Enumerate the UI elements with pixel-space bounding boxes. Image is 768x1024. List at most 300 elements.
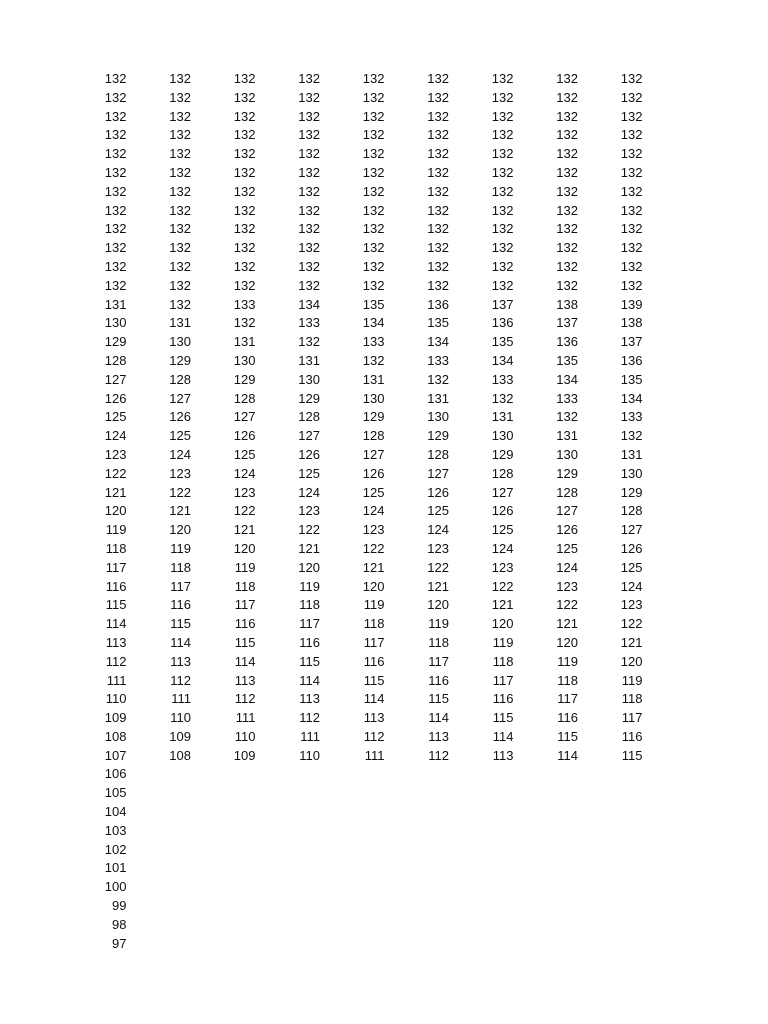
table-cell: 109 — [233, 747, 256, 763]
table-cell: 115 — [299, 653, 320, 669]
table-cell: 132 — [104, 127, 127, 143]
table-cell: 108 — [169, 747, 191, 763]
table-cell: 114 — [299, 672, 320, 688]
table-cell — [409, 859, 474, 878]
table-cell: 132 — [556, 221, 578, 237]
table-cell: 128 — [491, 465, 514, 481]
table-cell: 130 — [427, 409, 449, 425]
table-cell: 102 — [104, 841, 127, 857]
table-cell: 132 — [298, 334, 320, 350]
table-cell: 123 — [169, 465, 191, 481]
table-cell: 114 — [234, 653, 256, 669]
table-cell: 117 — [621, 710, 643, 726]
table-cell: 131 — [427, 390, 449, 406]
table-cell: 118 — [557, 672, 578, 688]
table-cell: 125 — [620, 559, 643, 575]
table-cell: 97 — [112, 935, 127, 951]
table-cell — [473, 822, 538, 841]
table-cell: 130 — [556, 446, 578, 462]
table-row — [86, 765, 667, 784]
table-cell: 132 — [233, 164, 256, 180]
table-cell: 122 — [362, 540, 385, 556]
table-cell: 132 — [427, 277, 449, 293]
table-row — [86, 390, 667, 409]
table-cell — [602, 841, 667, 860]
table-cell: 131 — [104, 296, 127, 312]
table-cell: 113 — [170, 653, 191, 669]
table-cell: 105 — [104, 785, 127, 801]
table-row — [86, 202, 667, 221]
table-cell: 127 — [556, 503, 578, 519]
table-cell: 132 — [620, 146, 643, 162]
table-cell: 123 — [620, 597, 643, 613]
table-cell: 132 — [620, 127, 643, 143]
table-cell — [538, 859, 603, 878]
table-cell: 125 — [233, 446, 256, 462]
table-cell: 125 — [169, 428, 191, 444]
table-cell — [151, 784, 216, 803]
table-cell: 111 — [300, 728, 320, 744]
table-row — [86, 183, 667, 202]
table-cell: 122 — [233, 503, 256, 519]
table-cell: 128 — [620, 503, 643, 519]
table-cell: 132 — [298, 71, 320, 86]
table-cell — [280, 897, 345, 916]
table-cell: 116 — [363, 653, 385, 669]
table-cell: 131 — [233, 334, 256, 350]
table-cell: 132 — [233, 89, 256, 105]
table-cell: 115 — [105, 597, 127, 613]
table-cell — [409, 897, 474, 916]
table-cell: 132 — [556, 409, 578, 425]
table-cell — [602, 878, 667, 897]
table-cell: 125 — [104, 409, 127, 425]
table-cell: 112 — [428, 747, 449, 763]
table-cell — [473, 765, 538, 784]
table-cell: 132 — [556, 127, 578, 143]
table-cell: 130 — [620, 465, 643, 481]
table-cell: 133 — [556, 390, 578, 406]
table-cell: 118 — [428, 634, 449, 650]
table-cell: 132 — [169, 108, 191, 124]
table-cell: 119 — [170, 540, 191, 556]
table-cell: 132 — [427, 146, 449, 162]
table-cell: 119 — [557, 653, 578, 669]
table-cell: 124 — [620, 578, 643, 594]
table-cell: 133 — [362, 334, 385, 350]
table-cell: 117 — [234, 597, 256, 613]
table-cell: 132 — [362, 89, 385, 105]
table-cell: 134 — [556, 371, 578, 387]
table-row — [86, 859, 667, 878]
table-cell: 132 — [427, 258, 449, 274]
table-cell — [409, 916, 474, 935]
table-cell: 116 — [621, 728, 643, 744]
number-table — [86, 70, 667, 953]
table-cell: 132 — [233, 183, 256, 199]
table-cell: 132 — [169, 296, 191, 312]
table-cell: 127 — [169, 390, 191, 406]
table-cell: 132 — [491, 277, 514, 293]
table-cell — [151, 859, 216, 878]
table-cell — [409, 841, 474, 860]
table-cell — [280, 765, 345, 784]
table-cell: 124 — [169, 446, 191, 462]
table-cell — [344, 916, 409, 935]
table-cell: 128 — [362, 428, 385, 444]
table-cell — [473, 897, 538, 916]
table-cell: 136 — [491, 315, 514, 331]
table-cell — [215, 935, 280, 954]
table-cell: 132 — [104, 240, 127, 256]
table-cell: 112 — [363, 728, 385, 744]
table-cell — [215, 897, 280, 916]
table-cell: 132 — [104, 164, 127, 180]
table-cell: 132 — [556, 202, 578, 218]
table-row — [86, 916, 667, 935]
table-cell: 119 — [105, 522, 127, 538]
table-cell: 119 — [492, 634, 514, 650]
table-cell — [473, 841, 538, 860]
table-cell: 120 — [427, 597, 449, 613]
table-cell: 119 — [428, 616, 449, 632]
table-cell — [151, 803, 216, 822]
table-cell: 132 — [556, 183, 578, 199]
table-cell — [215, 916, 280, 935]
table-cell: 110 — [234, 728, 256, 744]
table-cell: 131 — [362, 371, 385, 387]
table-cell: 132 — [556, 108, 578, 124]
table-cell: 121 — [169, 503, 191, 519]
table-cell: 135 — [362, 296, 385, 312]
table-row — [86, 89, 667, 108]
table-row — [86, 578, 667, 597]
table-cell: 132 — [427, 71, 449, 86]
table-cell — [215, 841, 280, 860]
table-cell: 132 — [620, 164, 643, 180]
table-cell — [538, 841, 603, 860]
table-row — [86, 164, 667, 183]
table-cell: 125 — [556, 540, 578, 556]
table-cell — [473, 784, 538, 803]
table-cell — [409, 935, 474, 954]
table-cell: 111 — [106, 672, 127, 688]
table-cell: 123 — [427, 540, 449, 556]
table-cell: 110 — [105, 691, 127, 707]
table-cell: 132 — [298, 164, 320, 180]
table-cell — [602, 784, 667, 803]
table-cell: 128 — [233, 390, 256, 406]
table-cell: 138 — [556, 296, 578, 312]
table-cell: 110 — [299, 747, 320, 763]
table-cell — [602, 897, 667, 916]
table-cell: 123 — [556, 578, 578, 594]
table-cell: 124 — [491, 540, 514, 556]
table-cell: 129 — [104, 334, 127, 350]
table-cell: 132 — [620, 240, 643, 256]
table-cell: 104 — [104, 804, 127, 820]
table-cell: 117 — [363, 634, 385, 650]
table-cell: 124 — [362, 503, 385, 519]
table-cell: 132 — [427, 240, 449, 256]
table-cell: 132 — [298, 89, 320, 105]
table-row — [86, 70, 667, 89]
table-cell — [151, 765, 216, 784]
table-cell: 107 — [104, 747, 127, 763]
table-cell — [602, 822, 667, 841]
table-cell — [538, 803, 603, 822]
table-row — [86, 371, 667, 390]
table-cell — [151, 878, 216, 897]
table-cell: 127 — [427, 465, 449, 481]
table-row — [86, 277, 667, 296]
table-cell: 132 — [362, 164, 385, 180]
table-body — [86, 70, 667, 953]
table-cell: 132 — [427, 202, 449, 218]
table-cell — [151, 916, 216, 935]
table-cell: 117 — [170, 578, 191, 594]
table-cell: 132 — [427, 164, 449, 180]
table-cell: 132 — [620, 202, 643, 218]
table-cell: 132 — [233, 258, 256, 274]
table-cell: 122 — [104, 465, 127, 481]
table-cell: 120 — [104, 503, 127, 519]
table-cell: 129 — [298, 390, 320, 406]
table-cell: 132 — [556, 71, 578, 86]
table-row — [86, 897, 667, 916]
table-cell: 138 — [620, 315, 643, 331]
table-row — [86, 258, 667, 277]
table-cell: 132 — [233, 240, 256, 256]
table-cell: 132 — [362, 127, 385, 143]
table-cell — [538, 916, 603, 935]
table-cell — [280, 822, 345, 841]
table-cell — [151, 841, 216, 860]
table-cell: 122 — [169, 484, 191, 500]
table-cell: 136 — [427, 296, 449, 312]
table-cell: 101 — [104, 860, 127, 876]
table-cell: 135 — [427, 315, 449, 331]
table-row — [86, 446, 667, 465]
table-cell: 132 — [169, 71, 191, 86]
table-cell: 127 — [233, 409, 256, 425]
table-cell: 127 — [298, 428, 320, 444]
table-cell: 126 — [427, 484, 449, 500]
table-cell: 127 — [620, 522, 643, 538]
table-cell: 129 — [556, 465, 578, 481]
table-cell: 133 — [233, 296, 256, 312]
table-cell: 137 — [491, 296, 514, 312]
table-row — [86, 314, 667, 333]
table-cell — [602, 765, 667, 784]
table-cell: 124 — [233, 465, 256, 481]
table-row — [86, 672, 667, 691]
table-cell: 132 — [362, 352, 385, 368]
table-cell: 117 — [428, 653, 449, 669]
table-cell: 132 — [491, 390, 514, 406]
table-row — [86, 559, 667, 578]
table-cell: 126 — [491, 503, 514, 519]
table-cell: 123 — [362, 522, 385, 538]
table-cell: 132 — [298, 221, 320, 237]
table-row — [86, 352, 667, 371]
table-cell: 115 — [428, 691, 449, 707]
table-cell: 121 — [298, 540, 320, 556]
table-cell — [409, 822, 474, 841]
table-cell — [151, 935, 216, 954]
table-row — [86, 296, 667, 315]
table-cell: 132 — [362, 108, 385, 124]
table-cell: 132 — [620, 108, 643, 124]
table-cell: 125 — [362, 484, 385, 500]
table-cell — [602, 935, 667, 954]
table-cell: 114 — [492, 728, 514, 744]
table-cell — [473, 935, 538, 954]
table-cell: 132 — [104, 277, 127, 293]
table-cell: 112 — [299, 710, 320, 726]
table-cell: 133 — [620, 409, 643, 425]
table-cell: 137 — [556, 315, 578, 331]
table-cell: 117 — [492, 672, 514, 688]
table-cell: 132 — [427, 183, 449, 199]
table-cell: 132 — [298, 277, 320, 293]
table-cell: 119 — [363, 597, 385, 613]
table-cell: 119 — [234, 559, 256, 575]
table-cell: 114 — [105, 616, 127, 632]
table-cell: 130 — [233, 352, 256, 368]
table-cell: 121 — [427, 578, 449, 594]
table-cell: 132 — [427, 221, 449, 237]
table-cell: 121 — [233, 522, 256, 538]
table-cell: 125 — [298, 465, 320, 481]
table-cell: 132 — [233, 108, 256, 124]
table-cell: 132 — [169, 89, 191, 105]
table-cell: 115 — [170, 616, 191, 632]
table-cell: 106 — [104, 766, 127, 782]
table-cell: 132 — [620, 221, 643, 237]
table-cell — [215, 859, 280, 878]
table-cell: 130 — [362, 390, 385, 406]
table-row — [86, 465, 667, 484]
table-cell: 137 — [620, 334, 643, 350]
table-row — [86, 521, 667, 540]
table-cell: 132 — [169, 221, 191, 237]
table-row — [86, 145, 667, 164]
table-cell: 99 — [112, 898, 127, 914]
table-cell: 118 — [492, 653, 514, 669]
table-cell: 136 — [556, 334, 578, 350]
table-cell: 115 — [234, 634, 256, 650]
table-cell: 114 — [428, 710, 449, 726]
table-cell: 132 — [556, 277, 578, 293]
table-cell: 132 — [233, 127, 256, 143]
table-cell: 126 — [233, 428, 256, 444]
table-cell: 108 — [104, 728, 127, 744]
table-cell: 130 — [169, 334, 191, 350]
table-cell: 116 — [105, 578, 127, 594]
table-cell: 132 — [104, 258, 127, 274]
table-cell: 132 — [491, 183, 514, 199]
table-cell: 130 — [298, 371, 320, 387]
table-cell: 132 — [491, 202, 514, 218]
table-cell: 132 — [233, 221, 256, 237]
table-row — [86, 935, 667, 954]
table-cell: 132 — [556, 146, 578, 162]
table-cell: 121 — [491, 597, 514, 613]
table-row — [86, 784, 667, 803]
table-cell — [538, 935, 603, 954]
table-row — [86, 427, 667, 446]
table-cell: 116 — [299, 634, 320, 650]
table-cell: 121 — [362, 559, 385, 575]
table-cell — [215, 784, 280, 803]
table-row — [86, 596, 667, 615]
table-cell: 121 — [556, 616, 578, 632]
table-cell: 132 — [620, 258, 643, 274]
table-cell: 126 — [556, 522, 578, 538]
table-cell: 129 — [620, 484, 643, 500]
table-cell: 132 — [491, 164, 514, 180]
table-cell: 132 — [298, 146, 320, 162]
table-cell: 122 — [556, 597, 578, 613]
table-cell: 117 — [299, 616, 320, 632]
table-cell: 132 — [556, 164, 578, 180]
table-cell: 132 — [298, 258, 320, 274]
table-cell: 132 — [169, 240, 191, 256]
table-cell — [538, 897, 603, 916]
table-row — [86, 126, 667, 145]
table-cell: 126 — [298, 446, 320, 462]
table-row — [86, 408, 667, 427]
table-cell: 121 — [104, 484, 127, 500]
table-cell — [280, 916, 345, 935]
table-cell: 132 — [362, 183, 385, 199]
table-cell: 126 — [620, 540, 643, 556]
table-cell: 132 — [427, 371, 449, 387]
table-cell: 98 — [112, 916, 127, 932]
table-cell: 111 — [364, 747, 385, 763]
table-cell: 116 — [234, 616, 256, 632]
table-cell: 132 — [233, 202, 256, 218]
table-cell: 113 — [234, 672, 256, 688]
table-cell — [602, 859, 667, 878]
table-cell — [409, 765, 474, 784]
table-cell: 133 — [427, 352, 449, 368]
table-cell: 132 — [233, 315, 256, 331]
table-cell: 130 — [491, 428, 514, 444]
table-cell: 132 — [491, 146, 514, 162]
table-cell — [280, 841, 345, 860]
table-cell: 111 — [235, 710, 256, 726]
table-cell: 115 — [557, 728, 578, 744]
table-cell: 123 — [233, 484, 256, 500]
table-cell: 134 — [362, 315, 385, 331]
table-cell: 116 — [557, 710, 578, 726]
table-row — [86, 822, 667, 841]
table-cell — [344, 878, 409, 897]
table-cell: 132 — [491, 71, 514, 86]
table-cell: 110 — [170, 710, 191, 726]
table-cell: 132 — [620, 428, 643, 444]
table-cell — [538, 784, 603, 803]
table-row — [86, 634, 667, 653]
table-cell: 123 — [298, 503, 320, 519]
table-cell — [280, 784, 345, 803]
table-cell — [280, 803, 345, 822]
table-cell — [280, 878, 345, 897]
table-cell: 132 — [104, 202, 127, 218]
table-row — [86, 728, 667, 747]
